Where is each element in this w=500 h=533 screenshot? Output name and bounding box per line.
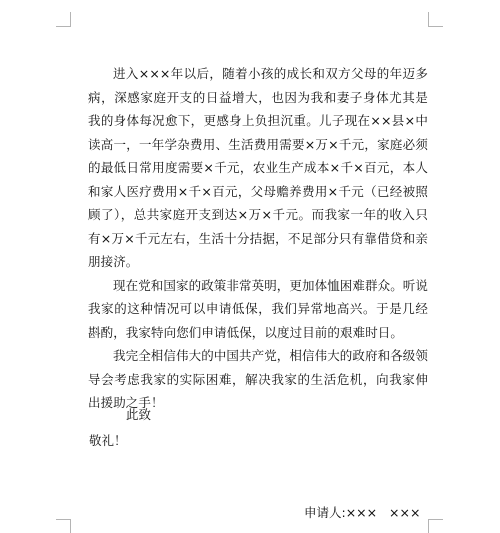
closing-salutation: 此致 [126,407,152,422]
margin-corner-mark [428,519,443,533]
document-body[interactable] [88,62,428,415]
margin-corner-mark [56,12,71,27]
paragraph-3: 我完全相信伟大的中国共产党，相信伟大的政府和各级领导会考虑我家的实际困难，解决我家的生活危机，向我家伸出援助之手！ [88,348,429,410]
margin-corner-mark [56,519,71,533]
paragraph-1: 进入×××年以后，随着小孩的成长和双方父母的年迈多病，深感家庭开支的日益增大，也因为我和妻子身体尤其是我的身体每况愈下，更感身上负担沉重。儿子现在××县×中读高一，一年学杂费用、生活费用需要×万×千元，家庭必须的最低日常用度需要×千元，农业生产成本×千×百元，本人和家人医疗费用×千×百元，父母赡养费用×千元（已经被照顾了），总共家庭开支到达×万×千元。而我家一年的收入只有×万×千元左右，生活十分拮据，不足部分只有靠借贷和亲朋接济。 [88,66,428,269]
margin-corner-mark [428,12,443,27]
paragraph-2: 现在党和国家的政策非常英明，更加体恤困难群众。听说我家的这种情况可以申请低保，我们异常地高兴。于是几经斟酌，我家特向您们申请低保，以度过目前的艰难时日。 [88,277,429,340]
signature-line: 申请人:××× ××× [304,505,421,520]
closing-regards [89,431,127,449]
closing-regards-text: 敬礼！ [89,433,127,448]
